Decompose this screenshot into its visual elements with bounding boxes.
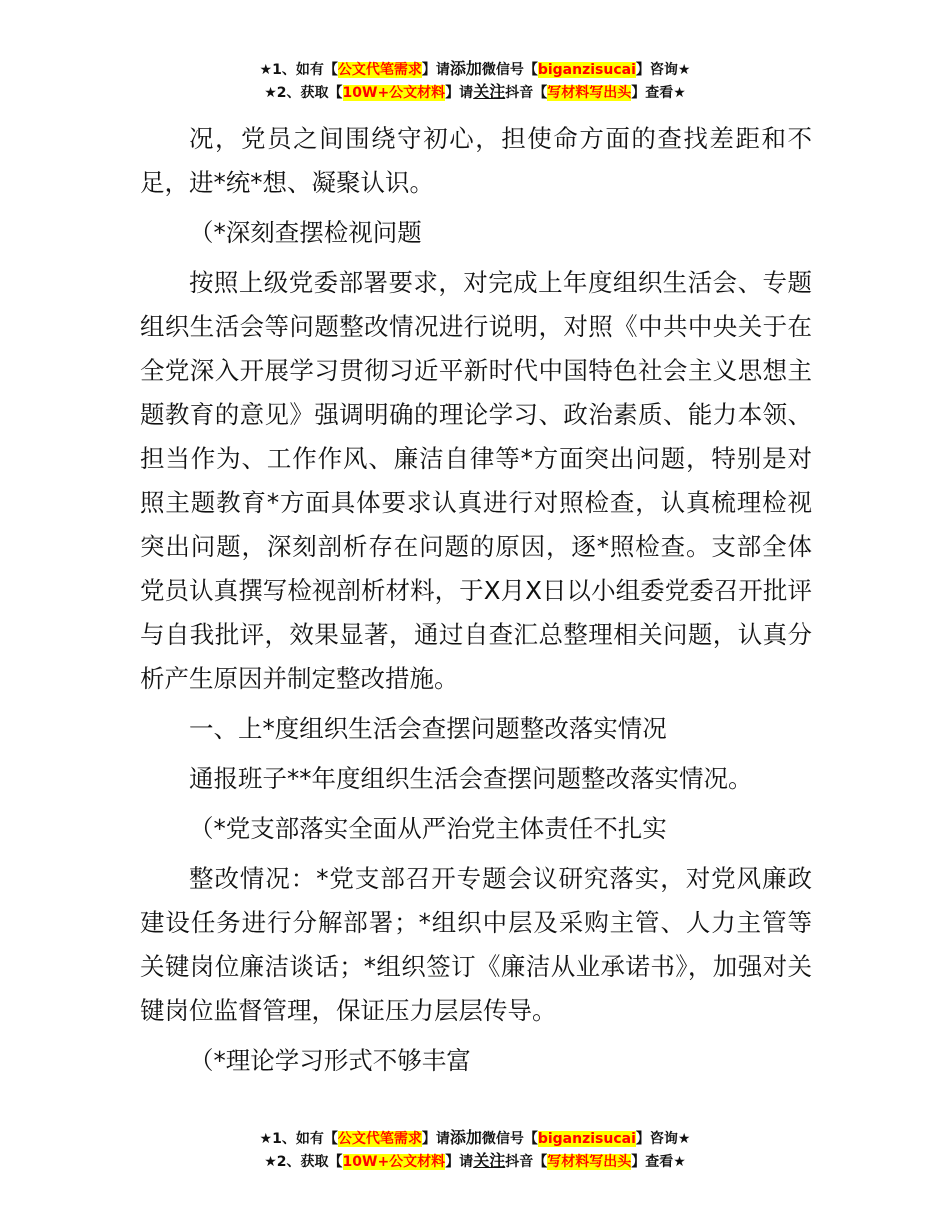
banner-highlight: 10W+公文材料	[342, 85, 446, 101]
banner-text: 】咨询★	[635, 1131, 691, 1147]
banner-text: 抖音【	[505, 85, 548, 101]
footer-banner	[0, 1127, 950, 1173]
banner-text: ★2、获取【	[264, 85, 343, 101]
banner-text: 】查看★	[631, 1154, 686, 1170]
banner-emphasis: 关注	[473, 1151, 506, 1170]
banner-text: 抖音【	[505, 1154, 548, 1170]
banner-highlight: 公文代笔需求	[337, 1131, 422, 1147]
banner-emphasis: 添加	[449, 1128, 482, 1147]
banner-text: 微信号【	[481, 1131, 538, 1147]
banner-line-2	[0, 1150, 950, 1173]
section-heading: （*党支部落实全面从严治党主体责任不扎实	[189, 814, 667, 843]
banner-line-2	[0, 81, 950, 104]
banner-text: ★2、获取【	[264, 1154, 343, 1170]
banner-text: 】请	[421, 1131, 450, 1147]
banner-text: 】查看★	[631, 85, 686, 101]
header-banner	[0, 58, 950, 104]
banner-text: ★1、如有【	[259, 62, 338, 78]
banner-line-1	[0, 58, 950, 81]
banner-text: 】请	[445, 85, 474, 101]
document-body	[140, 117, 812, 1083]
banner-text: 】请	[445, 1154, 474, 1170]
banner-highlight: biganzisucai	[537, 1131, 636, 1147]
banner-highlight: biganzisucai	[537, 62, 636, 78]
banner-highlight: 公文代笔需求	[337, 62, 422, 78]
paragraph-3: 通报班子**年度组织生活会查摆问题整改落实情况。	[189, 764, 753, 793]
paragraph-1: 况，党员之间围绕守初心，担使命方面的查找差距和不足，进*统*想、凝聚认识。	[140, 124, 812, 197]
banner-text: 微信号【	[481, 62, 538, 78]
banner-emphasis: 添加	[449, 59, 482, 78]
section-heading: （*深刻查摆检视问题	[189, 218, 422, 247]
banner-highlight: 写材料写出头	[547, 1154, 632, 1170]
paragraph-4: 整改情况：*党支部召开专题会议研究落实，对党风廉政建设任务进行分解部署；*组织中层及采购主管、人力主管等关键岗位廉洁谈话；*组织签订《廉洁从业承诺书》，加强对关键岗位监督管理，保证压力层层传导。	[140, 864, 812, 1025]
section-heading: 一、上*度组织生活会查摆问题整改落实情况	[189, 714, 667, 743]
banner-text: ★1、如有【	[259, 1131, 338, 1147]
banner-emphasis: 关注	[473, 82, 506, 101]
banner-text: 】咨询★	[635, 62, 691, 78]
paragraph-2: 按照上级党委部署要求，对完成上年度组织生活会、专题组织生活会等问题整改情况进行说明，对照《中共中央关于在全党深入开展学习贯彻习近平新时代中国特色社会主义思想主题教育的意见》强调明确的理论学习、政治素质、能力本领、担当作为、工作作风、廉洁自律等*方面突出问题，特别是对照主题教育*方面具体要求认真进行对照检查，认真梳理检视突出问题，深刻剖析存在问题的原因，逐*照检查。支部全体党员认真撰写检视剖析材料，于X月X日以小组委党委召开批评与自我批评，效果显著，通过自查汇总整理相关问题，认真分析产生原因并制定整改措施。	[140, 268, 812, 693]
banner-line-1	[0, 1127, 950, 1150]
banner-highlight: 10W+公文材料	[342, 1154, 446, 1170]
banner-highlight: 写材料写出头	[547, 85, 632, 101]
banner-text: 】请	[421, 62, 450, 78]
section-heading: （*理论学习形式不够丰富	[189, 1046, 471, 1075]
